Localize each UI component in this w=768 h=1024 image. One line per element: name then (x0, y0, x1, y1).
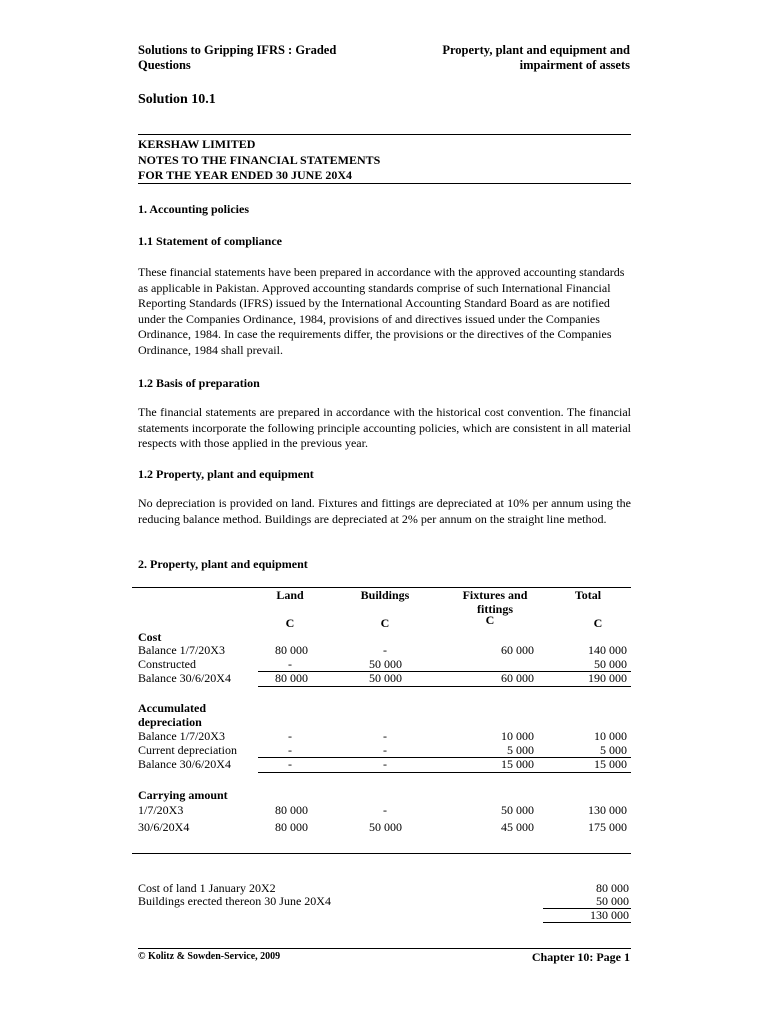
land-note-row2-value: 50 000 (596, 894, 629, 908)
col-header-buildings: Buildings (360, 588, 410, 602)
footer-rule (138, 948, 631, 949)
table-row-label: Balance 1/7/20X3 (138, 729, 225, 743)
accdep-heading-line2: depreciation (138, 715, 202, 729)
col-header-fixtures-line2: fittings (477, 602, 513, 616)
notes-title: NOTES TO THE FINANCIAL STATEMENTS (138, 153, 381, 167)
cell-buildings: - (383, 803, 387, 817)
table-bottom-rule (132, 853, 631, 854)
period-title: FOR THE YEAR ENDED 30 JUNE 20X4 (138, 168, 353, 182)
cell-total: 140 000 (588, 643, 627, 657)
cell-total: 175 000 (588, 820, 627, 834)
cell-land: - (288, 657, 292, 671)
cell-land: - (288, 743, 292, 757)
cell-buildings: 50 000 (369, 820, 402, 834)
currency-fixtures: C (485, 613, 495, 627)
cell-buildings: 50 000 (369, 657, 402, 671)
cell-buildings: - (383, 757, 387, 771)
land-note-row1-label: Cost of land 1 January 20X2 (138, 881, 276, 895)
cell-fixtures: 15 000 (501, 757, 534, 771)
section-1-1-title: 1.1 Statement of compliance (138, 234, 282, 248)
land-note-total-value: 130 000 (590, 908, 629, 922)
header-left-line1: Solutions to Gripping IFRS : Graded (138, 43, 337, 57)
cell-total: 15 000 (594, 757, 627, 771)
table-row-label: 30/6/20X4 (138, 820, 190, 834)
cell-total: 10 000 (594, 729, 627, 743)
cell-land: 80 000 (275, 820, 308, 834)
land-note-double-rule-1 (543, 922, 631, 923)
header-right-line1: Property, plant and equipment and (442, 43, 630, 57)
section-1-3-text: No depreciation is provided on land. Fixtures and fittings are depreciated at 10% per annum using the reducing balance method. Buildings are depreciated at 2% per annum on the straight line method. (138, 496, 631, 526)
cell-fixtures: 45 000 (501, 820, 534, 834)
solution-title: Solution 10.1 (138, 92, 216, 107)
land-note-row1-value: 80 000 (596, 881, 629, 895)
cell-land: - (288, 729, 292, 743)
cell-land: 80 000 (275, 803, 308, 817)
cell-buildings: 50 000 (369, 671, 402, 685)
header-left-line2: Questions (138, 58, 191, 72)
cell-fixtures: 10 000 (501, 729, 534, 743)
cost-total-rule (258, 686, 631, 687)
currency-land: C (285, 616, 295, 630)
section-1-title: 1. Accounting policies (138, 202, 250, 216)
section-2-title: 2. Property, plant and equipment (138, 557, 308, 571)
cell-fixtures: 50 000 (501, 803, 534, 817)
cell-fixtures: 60 000 (501, 671, 534, 685)
col-header-fixtures-line1: Fixtures and (462, 588, 528, 602)
cell-land: 80 000 (275, 643, 308, 657)
footer-page-number: Chapter 10: Page 1 (531, 950, 630, 964)
accdep-total-rule (258, 772, 631, 773)
cell-total: 5 000 (600, 743, 627, 757)
ca-heading: Carrying amount (138, 788, 228, 802)
col-header-land: Land (276, 588, 304, 602)
col-header-total: Total (574, 588, 602, 602)
cell-land: - (288, 757, 292, 771)
cell-buildings: - (383, 643, 387, 657)
section-1-1-text: These financial statements have been prepared in accordance with the approved accounting standards as applicable in Pakistan. Approved accounting standards comprise of such International Financial Reporting Standards (IFRS) issued by the International Accounting Standard Board as are notified under the Companies Ordinance, 1984, provisions of and directives issued under the Companies Ordinance, 1984. In case the requirements differ, the provisions or the directives of the Companies Ordinance, 1984 shall prevail. (138, 265, 625, 357)
currency-buildings: C (380, 616, 390, 630)
table-row-label: Current depreciation (138, 743, 237, 757)
cell-fixtures: 5 000 (507, 743, 534, 757)
section-1-2-title: 1.2 Basis of preparation (138, 376, 260, 390)
company-bottom-rule (138, 183, 631, 184)
company-name: KERSHAW LIMITED (138, 137, 256, 151)
cell-fixtures: 60 000 (501, 643, 534, 657)
cost-heading: Cost (138, 630, 162, 644)
cell-land: 80 000 (275, 671, 308, 685)
header-right-line2: impairment of assets (519, 58, 630, 72)
section-1-3-title: 1.2 Property, plant and equipment (138, 467, 314, 481)
table-row-label: Balance 30/6/20X4 (138, 671, 231, 685)
table-row-label: 1/7/20X3 (138, 803, 184, 817)
cell-total: 50 000 (594, 657, 627, 671)
company-top-rule (138, 134, 631, 135)
land-note-row2-label: Buildings erected thereon 30 June 20X4 (138, 894, 331, 908)
cell-total: 130 000 (588, 803, 627, 817)
table-row-label: Balance 1/7/20X3 (138, 643, 225, 657)
cell-buildings: - (383, 743, 387, 757)
cell-total: 190 000 (588, 671, 627, 685)
accdep-heading-line1: Accumulated (138, 701, 206, 715)
currency-total: C (593, 616, 603, 630)
footer-copyright: © Kolitz & Sowden-Service, 2009 (138, 951, 281, 962)
table-row-label: Balance 30/6/20X4 (138, 757, 231, 771)
table-row-label: Constructed (138, 657, 196, 671)
section-1-2-text: The financial statements are prepared in accordance with the historical cost convention. The financial statements incorporate the following principle accounting policies, which are consistent in all material respects with those applied in the previous year. (138, 405, 631, 451)
cell-buildings: - (383, 729, 387, 743)
